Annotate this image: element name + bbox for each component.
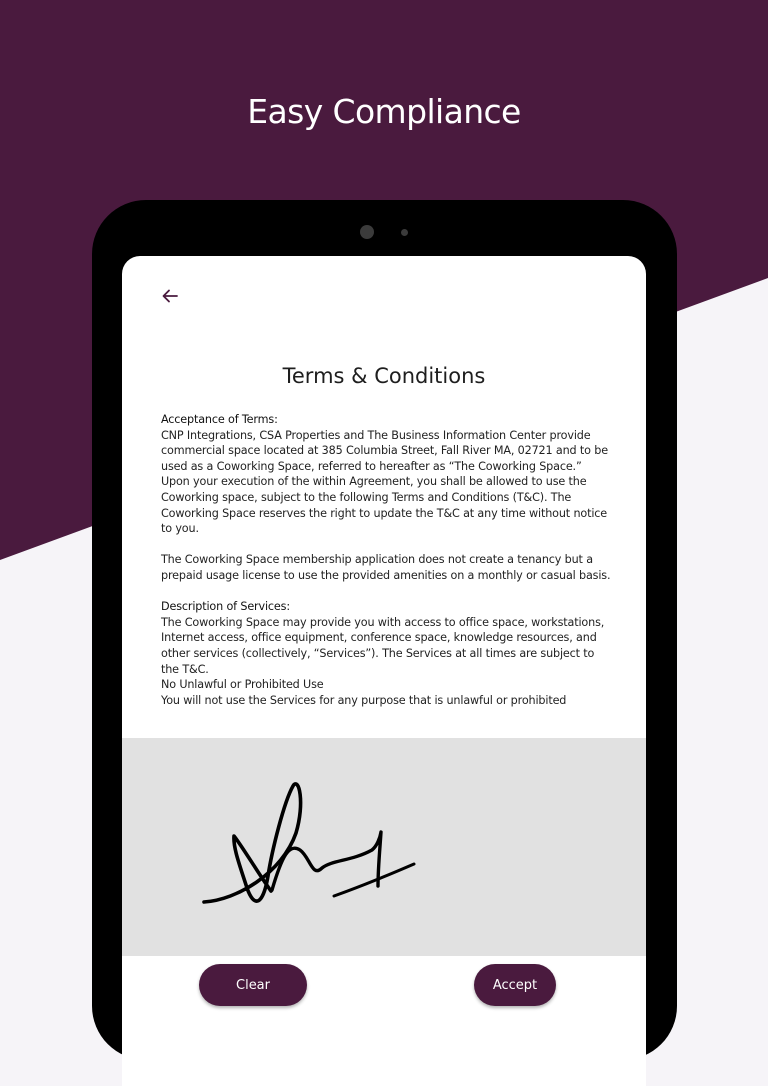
tablet-frame [92,200,677,1060]
terms-paragraph-services: The Coworking Space may provide you with access to office space, workstations, Internet access, office equipment, conference space, knowledge resources, and other services (collectively, “Services”). The Services at all times are subject to the T&C. [161,615,608,676]
paragraph-spacer [161,537,611,553]
terms-heading-unlawful: No Unlawful or Prohibited Use [161,678,324,692]
terms-heading-acceptance: Acceptance of Terms: [161,413,278,426]
terms-heading-services: Description of Services: [161,600,290,614]
terms-paragraph-membership: The Coworking Space membership application does not create a tenancy but a prepaid usage license to use the provided amenities on a monthly or casual basis. [161,553,611,582]
page-title: Terms & Conditions [282,364,486,388]
back-arrow-icon[interactable] [158,284,182,308]
headline: Easy Compliance [247,92,521,131]
terms-paragraph-acceptance: CNP Integrations, CSA Properties and The Business Information Center provide commercial space located at 385 Columbia Street, Fall River MA, 02721 and to be used as a Coworking Space, referred to hereafter as “The Coworking Space.” Upon your execution of the within Agreement, you shall be allowed to use the Coworking space, subject to the following Terms and Conditions (T&C). The Coworking Space reserves the right to update the T&C at any time without notice to you. [161,428,612,536]
camera-icon [360,225,374,239]
signature-drawing [122,738,646,956]
accept-button[interactable]: Accept [474,964,556,1006]
tablet-screen [122,256,646,1086]
terms-paragraph-unlawful: You will not use the Services for any purpose that is unlawful or prohibited [161,693,567,707]
sensor-icon [401,229,408,236]
signature-pad[interactable] [122,738,646,956]
terms-scroll-area[interactable] [161,412,611,722]
clear-button[interactable]: Clear [199,964,307,1006]
paragraph-spacer [161,584,611,600]
